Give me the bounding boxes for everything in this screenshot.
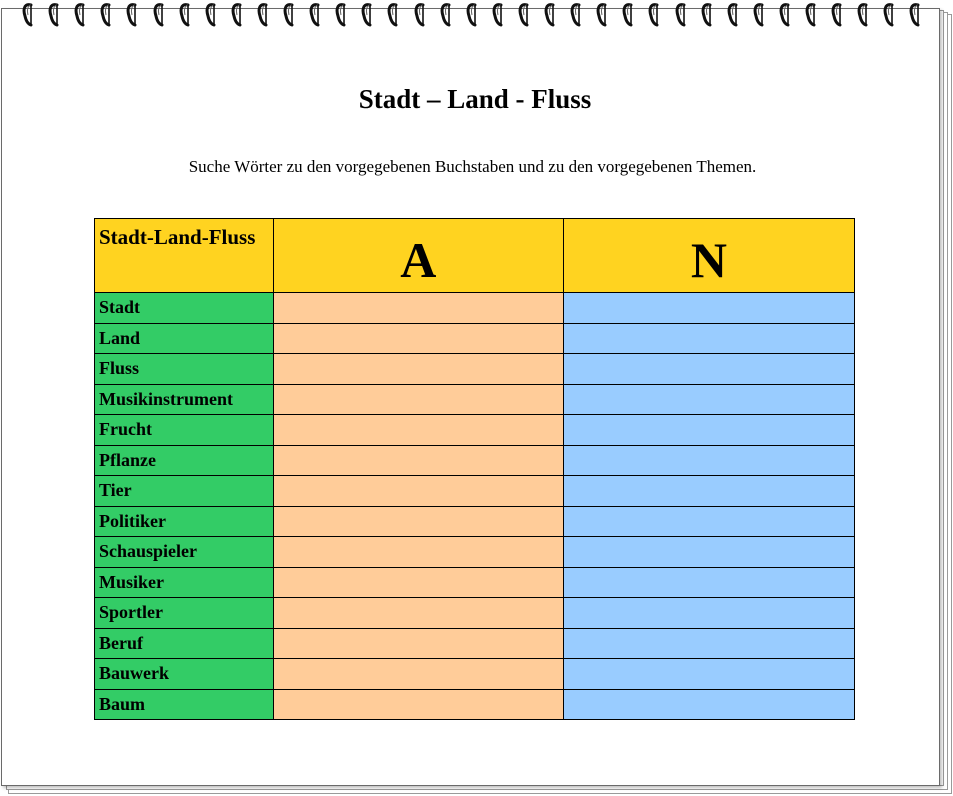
- binding-ring-icon: [153, 2, 165, 28]
- answer-cell-n[interactable]: [563, 384, 854, 415]
- table-row: [95, 384, 855, 415]
- topic-label: Sportler: [95, 598, 274, 629]
- binding-ring-icon: [22, 2, 34, 28]
- answer-cell-a[interactable]: [273, 293, 563, 324]
- binding-ring-icon: [466, 2, 478, 28]
- topic-label: Stadt: [95, 293, 274, 324]
- binding-ring-icon: [596, 2, 608, 28]
- binding-ring-icon: [74, 2, 86, 28]
- topic-label: Politiker: [95, 506, 274, 537]
- topic-label: Musikinstrument: [95, 384, 274, 415]
- binding-ring-icon: [231, 2, 243, 28]
- binding-ring-icon: [544, 2, 556, 28]
- binding-ring-icon: [909, 2, 921, 28]
- binding-ring-icon: [883, 2, 895, 28]
- topic-label: Pflanze: [95, 445, 274, 476]
- header-letter-n: N: [563, 219, 854, 293]
- topic-label: Schauspieler: [95, 537, 274, 568]
- answer-cell-n[interactable]: [563, 415, 854, 446]
- binding-ring-icon: [570, 2, 582, 28]
- answer-cell-a[interactable]: [273, 598, 563, 629]
- answer-cell-a[interactable]: [273, 445, 563, 476]
- binding-ring-icon: [622, 2, 634, 28]
- binding-ring-icon: [335, 2, 347, 28]
- topic-label: Beruf: [95, 628, 274, 659]
- binding-ring-icon: [727, 2, 739, 28]
- game-table: [94, 218, 855, 720]
- binding-ring-icon: [701, 2, 713, 28]
- worksheet-instruction: Suche Wörter zu den vorgegebenen Buchstaben und zu den vorgegebenen Themen.: [188, 157, 757, 176]
- topic-label: Baum: [95, 689, 274, 720]
- answer-cell-a[interactable]: [273, 659, 563, 690]
- binding-ring-icon: [283, 2, 295, 28]
- binding-ring-icon: [100, 2, 112, 28]
- table-row: [95, 598, 855, 629]
- binding-ring-icon: [205, 2, 217, 28]
- binding-ring-icon: [518, 2, 530, 28]
- answer-cell-a[interactable]: [273, 506, 563, 537]
- binding-ring-icon: [857, 2, 869, 28]
- binding-ring-icon: [48, 2, 60, 28]
- table-header-row: [95, 219, 855, 293]
- topic-label: Frucht: [95, 415, 274, 446]
- answer-cell-n[interactable]: [563, 476, 854, 507]
- binding-ring-icon: [831, 2, 843, 28]
- answer-cell-a[interactable]: [273, 689, 563, 720]
- binding-ring-icon: [753, 2, 765, 28]
- table-body: [95, 293, 855, 720]
- answer-cell-n[interactable]: [563, 323, 854, 354]
- topic-label: Land: [95, 323, 274, 354]
- answer-cell-a[interactable]: [273, 628, 563, 659]
- answer-cell-n[interactable]: [563, 598, 854, 629]
- binding-ring-icon: [257, 2, 269, 28]
- table-row: [95, 567, 855, 598]
- answer-cell-n[interactable]: [563, 293, 854, 324]
- header-letter-a: A: [273, 219, 563, 293]
- table-row: [95, 537, 855, 568]
- worksheet-title: Stadt – Land - Fluss: [358, 84, 592, 114]
- binding-ring-icon: [387, 2, 399, 28]
- table-row: [95, 506, 855, 537]
- table-row: [95, 689, 855, 720]
- topic-label: Bauwerk: [95, 659, 274, 690]
- answer-cell-a[interactable]: [273, 323, 563, 354]
- answer-cell-n[interactable]: [563, 689, 854, 720]
- answer-cell-a[interactable]: [273, 476, 563, 507]
- answer-cell-a[interactable]: [273, 384, 563, 415]
- table-row: [95, 293, 855, 324]
- answer-cell-n[interactable]: [563, 354, 854, 385]
- answer-cell-n[interactable]: [563, 567, 854, 598]
- topic-label: Fluss: [95, 354, 274, 385]
- answer-cell-a[interactable]: [273, 567, 563, 598]
- table-row: [95, 628, 855, 659]
- answer-cell-a[interactable]: [273, 354, 563, 385]
- binding-ring-icon: [126, 2, 138, 28]
- binding-ring-icon: [779, 2, 791, 28]
- header-topic-cell: Stadt-Land-Fluss: [95, 219, 274, 293]
- answer-cell-n[interactable]: [563, 628, 854, 659]
- binding-ring-icon: [440, 2, 452, 28]
- table-row: [95, 415, 855, 446]
- table-row: [95, 354, 855, 385]
- topic-label: Tier: [95, 476, 274, 507]
- spiral-binding: [22, 0, 932, 32]
- answer-cell-a[interactable]: [273, 537, 563, 568]
- table-row: [95, 445, 855, 476]
- table-row: [95, 476, 855, 507]
- binding-ring-icon: [361, 2, 373, 28]
- answer-cell-a[interactable]: [273, 415, 563, 446]
- binding-ring-icon: [675, 2, 687, 28]
- binding-ring-icon: [648, 2, 660, 28]
- binding-ring-icon: [414, 2, 426, 28]
- table-row: [95, 323, 855, 354]
- topic-label: Musiker: [95, 567, 274, 598]
- answer-cell-n[interactable]: [563, 506, 854, 537]
- binding-ring-icon: [492, 2, 504, 28]
- binding-ring-icon: [309, 2, 321, 28]
- table-row: [95, 659, 855, 690]
- answer-cell-n[interactable]: [563, 445, 854, 476]
- binding-ring-icon: [805, 2, 817, 28]
- binding-ring-icon: [179, 2, 191, 28]
- answer-cell-n[interactable]: [563, 537, 854, 568]
- answer-cell-n[interactable]: [563, 659, 854, 690]
